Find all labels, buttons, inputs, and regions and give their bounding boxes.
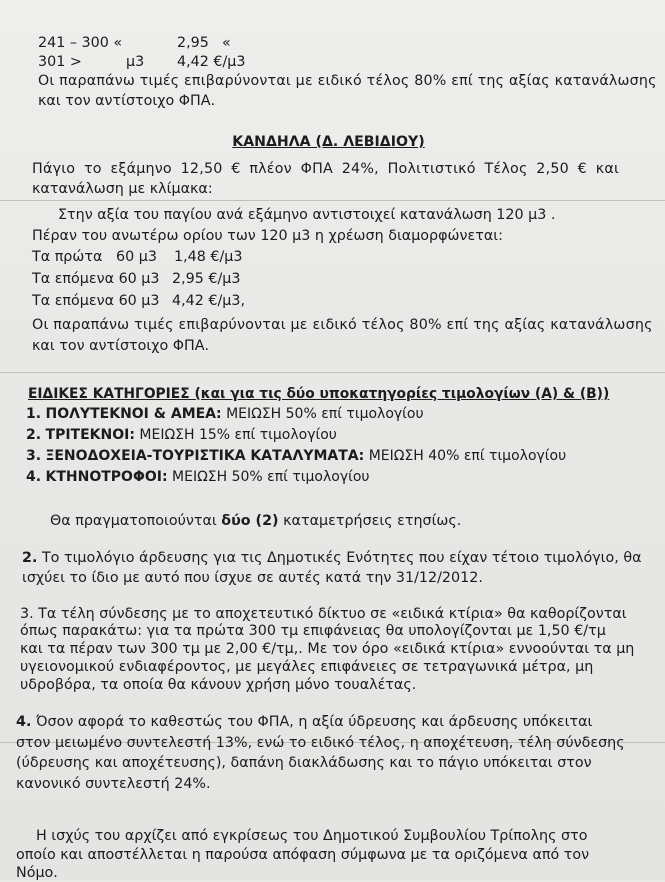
category-number: 2.	[26, 427, 42, 443]
readings-pre: Θα πραγματοποιούνται	[50, 513, 217, 529]
paragraph-number: 4.	[16, 714, 32, 730]
category-discount: ΜΕΙΩΣΗ 15% επί τιμολογίου	[139, 427, 337, 443]
surcharge-text: Οι παραπάνω τιμές επιβαρύνονται με ειδικό τέλος 80% επί της αξίας κατανάλωσης	[38, 73, 657, 89]
paragraph-4-line: κανονικό συντελεστή 24%.	[16, 776, 211, 792]
rate-row-unit: μ3	[126, 54, 145, 70]
paragraph-3-line: 3. Τα τέλη σύνδεσης με το αποχετευτικό δίκτυο σε «ειδικά κτίρια» θα καθορίζονται	[20, 606, 627, 622]
category-number: 4.	[26, 469, 42, 485]
surcharge-text: Οι παραπάνω τιμές επιβαρύνονται με ειδικό τέλος 80% επί της αξίας κατανάλωσης	[32, 317, 653, 333]
rate-row-price: 2,95	[177, 35, 209, 51]
category-item	[26, 426, 337, 444]
tier-price: 1,48 €/μ3	[174, 249, 243, 265]
fee-text: Πάγιο το εξάμηνο 12,50 € πλέον ΦΠΑ 24%, Πολιτιστικό Τέλος 2,50 € και	[32, 161, 619, 177]
category-item	[26, 468, 370, 486]
category-name: ΤΡΙΤΕΚΝΟΙ:	[45, 427, 135, 443]
tier-label: Τα πρώτα 60 μ3	[32, 249, 157, 265]
paragraph-3-line: υγειονομικού ενδιαφέροντος, με μεγάλες επιφάνειες σε τετραγωνικά μέτρα, μη	[20, 659, 594, 675]
paragraph-2	[22, 549, 642, 567]
rate-row-unit: «	[222, 35, 231, 51]
tier-price: 4,42 €/μ3,	[172, 293, 246, 309]
readings-count: δύο (2)	[221, 513, 279, 529]
paragraph-4-line: στον μειωμένο συντελεστή 13%, ενώ το ειδικό τέλος, η αποχέτευση, τέλη σύνδεσης	[16, 735, 625, 751]
rate-row-range: 241 – 300 «	[38, 35, 123, 51]
paragraph-4-line: (ύδρευσης και αποχέτευσης), δαπάνη διακλάδωσης και το πάγιο υπόκειται στον	[16, 755, 592, 771]
paper-fold	[0, 200, 665, 201]
category-discount: ΜΕΙΩΣΗ 50% επί τιμολογίου	[172, 469, 370, 485]
beyond-limit: Πέραν του ανωτέρω ορίου των 120 μ3 η χρέωση διαμορφώνεται:	[32, 228, 503, 244]
included-consumption: Στην αξία του παγίου ανά εξάμηνο αντιστοιχεί κατανάλωση 120 μ3 .	[58, 207, 556, 223]
section-heading-kandila: ΚΑΝΔΗΛΑ (Δ. ΛΕΒΙΔΙΟΥ)	[232, 134, 425, 150]
rate-row-price: 4,42 €/μ3	[177, 54, 246, 70]
paragraph-5-line: Η ισχύς του αρχίζει από εγκρίσεως του Δημοτικού Συμβουλίου Τρίπολης στο	[36, 828, 588, 844]
paragraph-text: Το τιμολόγιο άρδευσης για τις Δημοτικές Ενότητες που είχαν τέτοιο τιμολόγιο, θα	[41, 550, 642, 566]
readings-text	[50, 512, 461, 530]
paper-fold	[0, 372, 665, 373]
category-name: ΠΟΛΥΤΕΚΝΟΙ & ΑΜΕΑ:	[45, 406, 222, 422]
paragraph-text: Όσον αφορά το καθεστώς του ΦΠΑ, η αξία ύδρευσης και άρδευσης υπόκειται	[35, 714, 593, 730]
tier-label: Τα επόμενα 60 μ3	[32, 293, 160, 309]
fee-text: κατανάλωση με κλίμακα:	[32, 181, 213, 197]
paragraph-2-line: ισχύει το ίδιο με αυτό που ίσχυε σε αυτές κατά την 31/12/2012.	[22, 570, 483, 586]
readings-post: καταμετρήσεις ετησίως.	[283, 513, 462, 529]
section-heading-special: ΕΙΔΙΚΕΣ ΚΑΤΗΓΟΡΙΕΣ (και για τις δύο υποκατηγορίες τιμολογίων (Α) & (Β))	[28, 386, 610, 402]
paragraph-number: 2.	[22, 550, 38, 566]
category-item	[26, 405, 424, 423]
category-name: ΚΤΗΝΟΤΡΟΦΟΙ:	[45, 469, 168, 485]
category-discount: ΜΕΙΩΣΗ 50% επί τιμολογίου	[226, 406, 424, 422]
rate-row-range: 301 >	[38, 54, 82, 70]
paragraph-3-line: και τα πέραν των 300 τμ με 2,00 €/τμ,. Με τον όρο «ειδικά κτίρια» εννοούνται τα μη	[20, 641, 635, 657]
category-discount: ΜΕΙΩΣΗ 40% επί τιμολογίου	[368, 448, 567, 464]
paragraph-5-line: Νόμο.	[16, 865, 58, 881]
tier-label: Τα επόμενα 60 μ3	[32, 271, 160, 287]
category-number: 3.	[26, 448, 42, 464]
paragraph-5-line: οποίο και αποστέλλεται η παρούσα απόφαση σύμφωνα με τα οριζόμενα από τον	[16, 847, 590, 863]
paragraph-4	[16, 713, 592, 731]
paragraph-3-line: όπως παρακάτω: για τα πρώτα 300 τμ επιφάνειας θα υπολογίζονται με 1,50 €/τμ	[20, 623, 606, 639]
tier-price: 2,95 €/μ3	[172, 271, 241, 287]
paragraph-3-line: υδροβόρα, τα οποία θα κάνουν χρήση μόνο τουαλέτας.	[20, 677, 417, 693]
surcharge-text: και τον αντίστοιχο ΦΠΑ.	[38, 93, 216, 109]
category-number: 1.	[26, 406, 42, 422]
category-name: ΞΕΝΟΔΟΧΕΙΑ-ΤΟΥΡΙΣΤΙΚΑ ΚΑΤΑΛΥΜΑΤΑ:	[45, 448, 365, 464]
surcharge-text: και τον αντίστοιχο ΦΠΑ.	[32, 338, 210, 354]
category-item	[26, 447, 566, 465]
